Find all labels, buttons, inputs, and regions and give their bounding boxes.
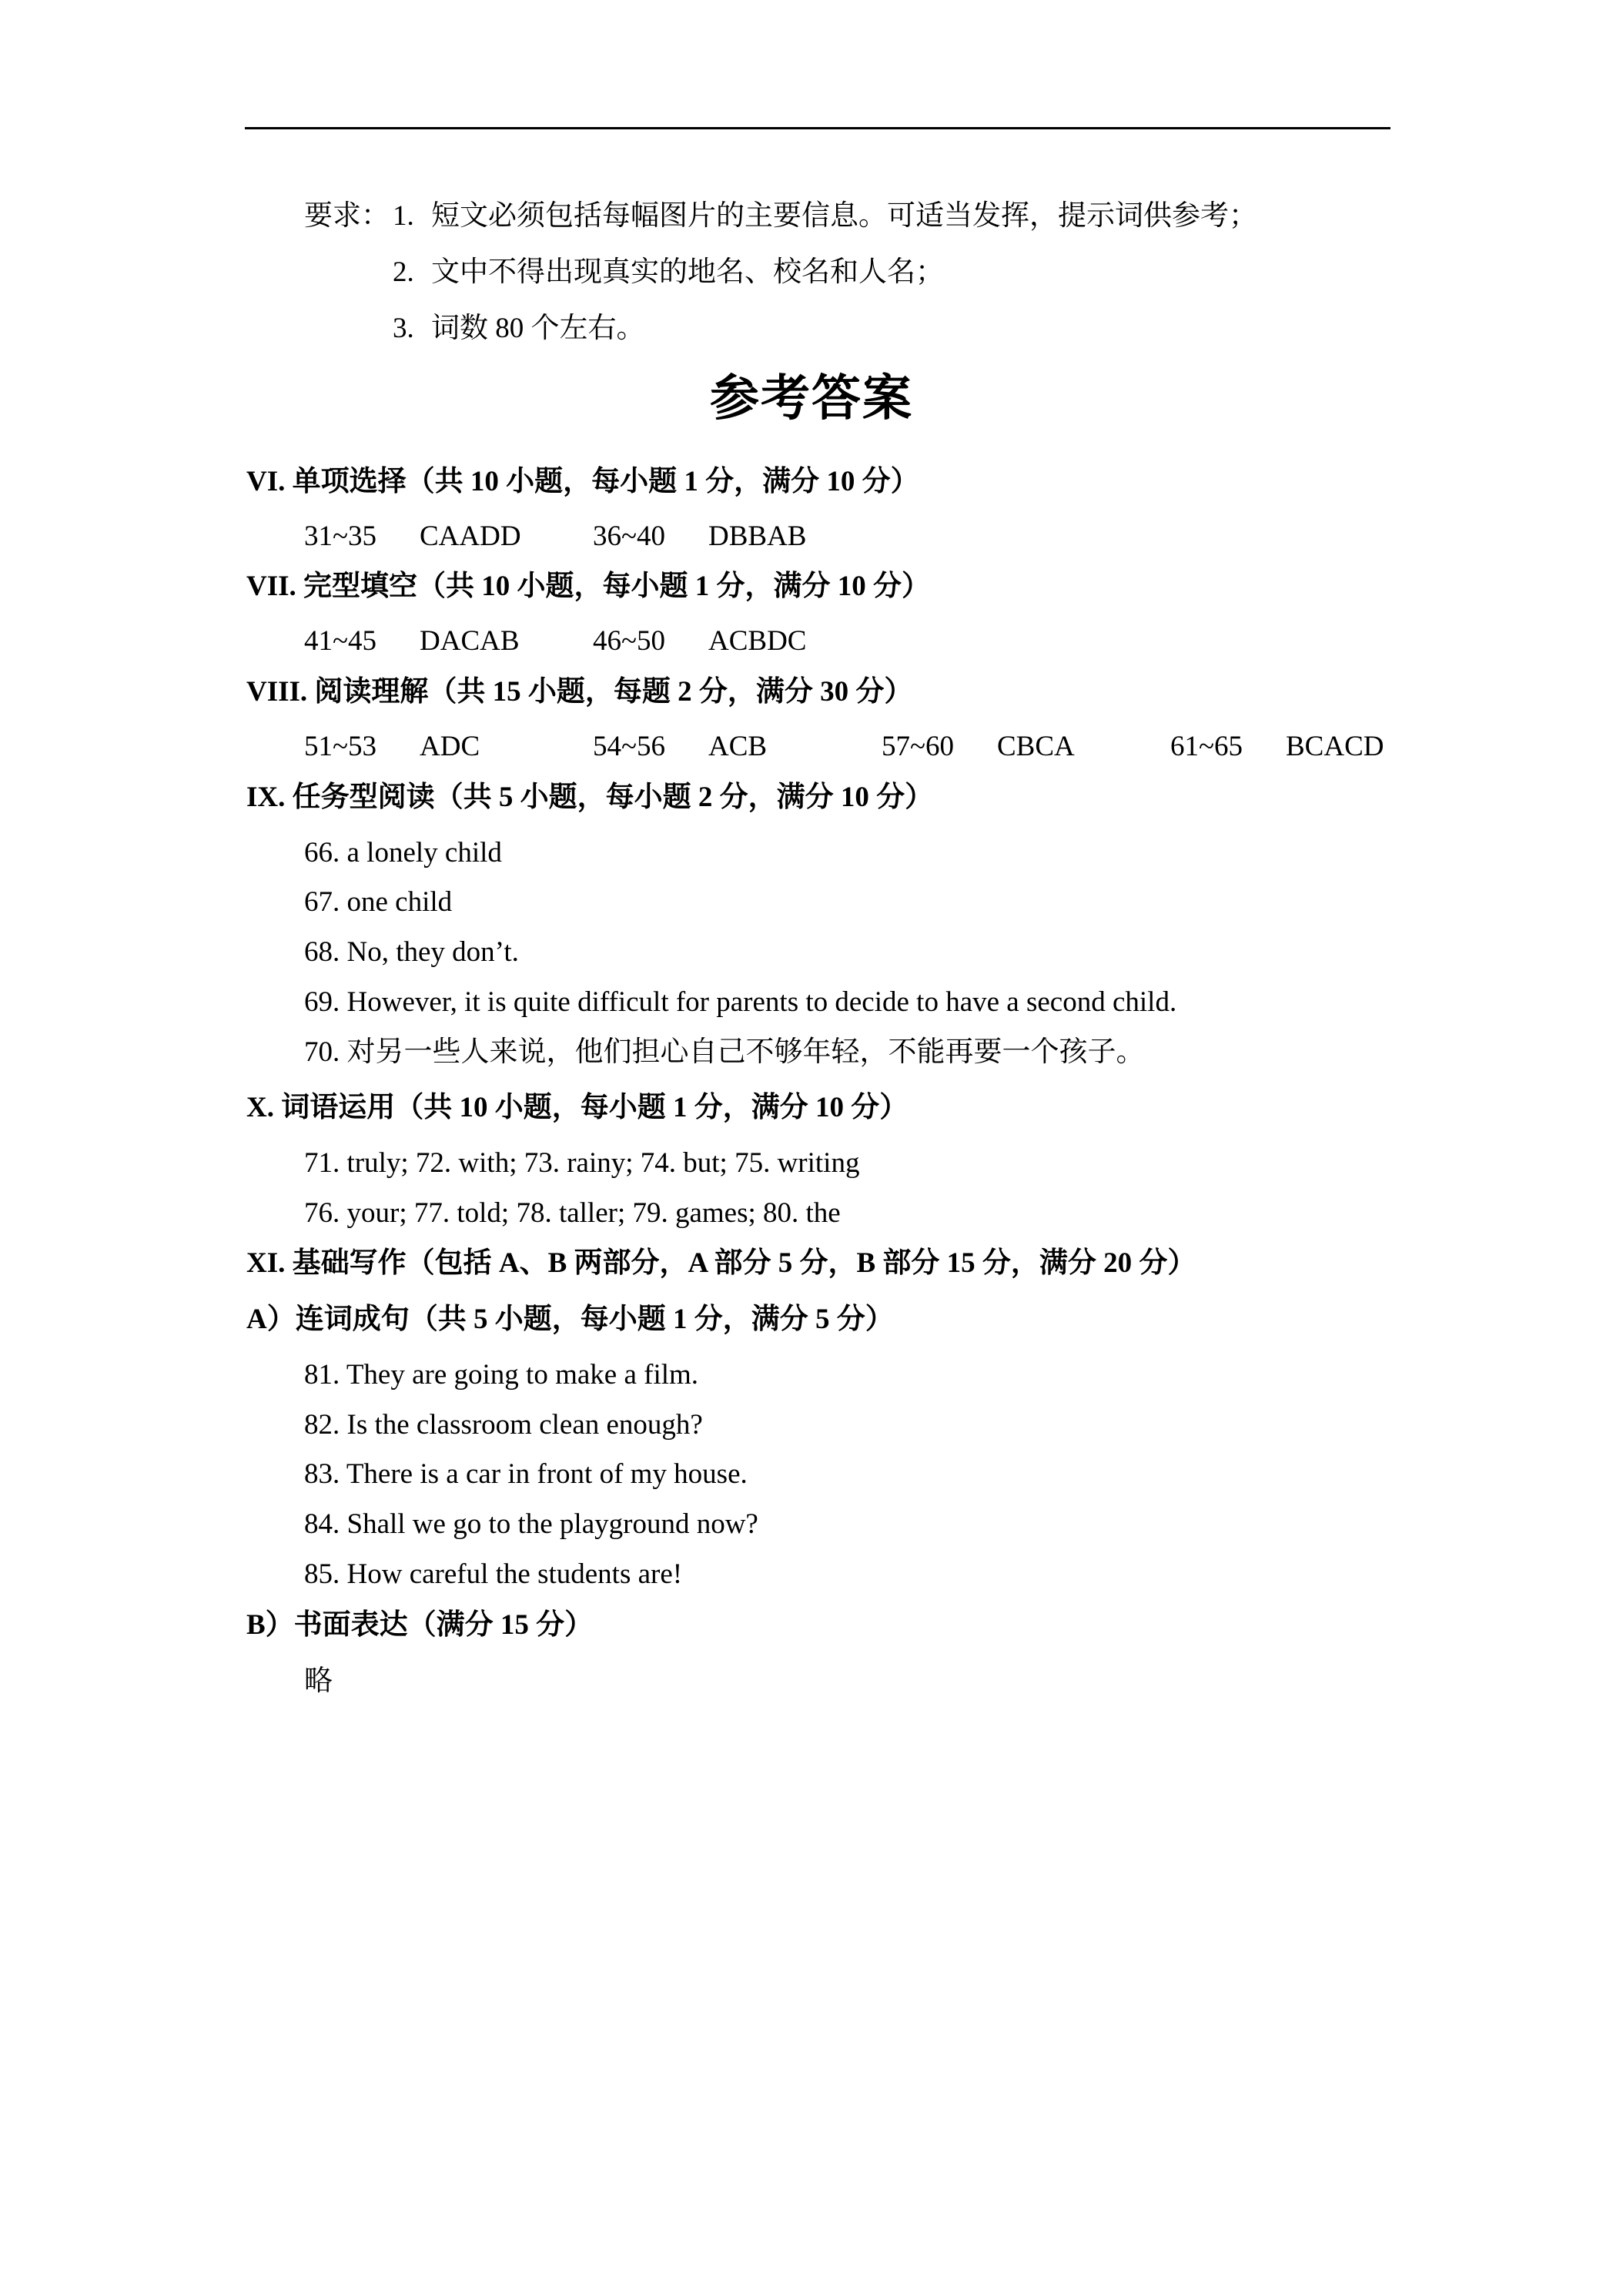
- answer-line: 70. 对另一些人来说，他们担心自己不够年轻，不能再要一个孩子。: [304, 1036, 1145, 1068]
- answer-key: ACBDC: [708, 625, 807, 657]
- answer-line: 82. Is the classroom clean enough?: [304, 1409, 703, 1441]
- section-vii-heading: VII. 完型填空（共 10 小题，每小题 1 分，满分 10 分）: [246, 571, 931, 602]
- section-vi-heading: VI. 单项选择（共 10 小题，每小题 1 分，满分 10 分）: [246, 466, 919, 497]
- requirement-1: 要求： 1. 短文必须包括每幅图片的主要信息。可适当发挥，提示词供参考；: [304, 198, 1257, 235]
- part-b-heading: B）书面表达（满分 15 分）: [246, 1609, 594, 1641]
- answer-range: 57~60: [882, 731, 955, 762]
- answer-line: 68. No, they don’t.: [304, 936, 519, 968]
- part-a-heading: A）连词成句（共 5 小题，每小题 1 分，满分 5 分）: [246, 1304, 894, 1335]
- answer-line: 71. truly; 72. with; 73. rainy; 74. but; 75. writing: [304, 1147, 860, 1179]
- requirement-2: 2. 文中不得出现真实的地名、校名和人名；: [393, 256, 944, 288]
- answer-key: DBBAB: [708, 520, 807, 552]
- section-ix-heading: IX. 任务型阅读（共 5 小题，每小题 2 分，满分 10 分）: [246, 782, 934, 813]
- answer-key: ADC: [420, 731, 480, 762]
- answer-key: CAADD: [420, 520, 521, 552]
- answer-line: 85. How careful the students are!: [304, 1558, 683, 1590]
- answer-range: 31~35: [304, 520, 377, 552]
- answer-key: CBCA: [997, 731, 1075, 762]
- answer-key: ACB: [708, 731, 768, 762]
- answer-key: BCACD: [1286, 731, 1384, 762]
- section-xi-heading: XI. 基础写作（包括 A、B 两部分，A 部分 5 分，B 部分 15 分，满分 20 分）: [246, 1247, 1196, 1279]
- answer-range: 61~65: [1170, 731, 1243, 762]
- answer-range: 46~50: [593, 625, 666, 657]
- answer-range: 51~53: [304, 731, 377, 762]
- page-title: 参考答案: [710, 371, 913, 426]
- requirement-label: 要求：: [304, 200, 390, 232]
- answer-line: 69. However, it is quite difficult for parents to decide to have a second child.: [304, 986, 1177, 1018]
- answer-range: 41~45: [304, 625, 377, 657]
- answer-line: 84. Shall we go to the playground now?: [304, 1508, 758, 1540]
- section-viii-heading: VIII. 阅读理解（共 15 小题，每题 2 分，满分 30 分）: [246, 676, 913, 708]
- header-rule: [245, 127, 1390, 129]
- section-x-heading: X. 词语运用（共 10 小题，每小题 1 分，满分 10 分）: [246, 1092, 909, 1123]
- requirement-3: 3. 词数 80 个左右。: [393, 313, 645, 344]
- answer-key: DACAB: [420, 625, 520, 657]
- answer-range: 54~56: [593, 731, 666, 762]
- answer-line: 76. your; 77. told; 78. taller; 79. games; 80. the: [304, 1197, 841, 1229]
- answer-line: 略: [304, 1665, 333, 1697]
- answer-line: 66. a lonely child: [304, 837, 502, 869]
- answer-line: 83. There is a car in front of my house.: [304, 1458, 748, 1490]
- answer-line: 81. They are going to make a film.: [304, 1359, 699, 1391]
- answer-line: 67. one child: [304, 886, 453, 918]
- answer-range: 36~40: [593, 520, 666, 552]
